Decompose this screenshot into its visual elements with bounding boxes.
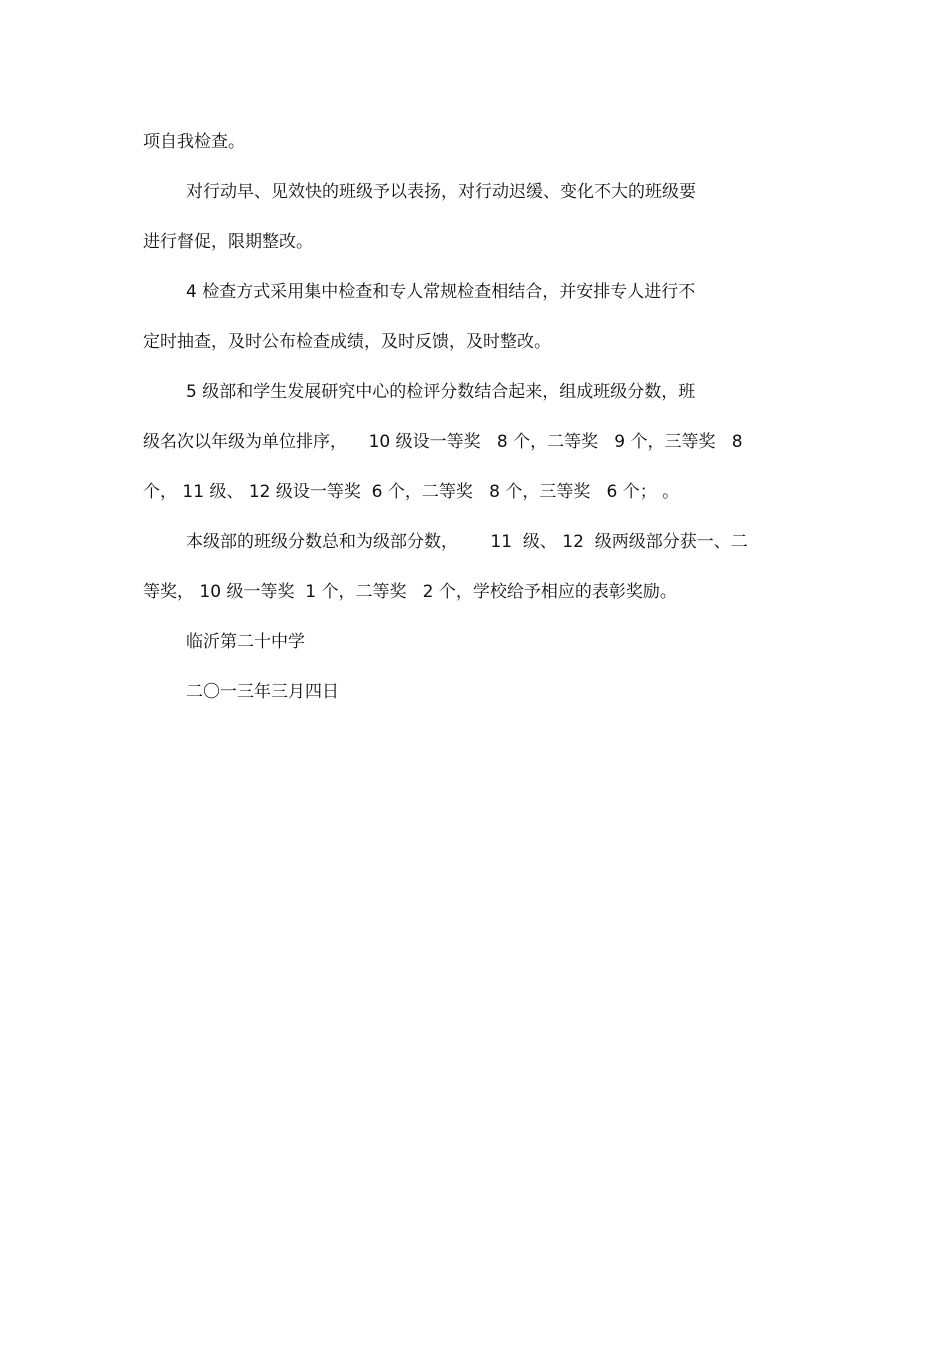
text-line-3: 进行督促，限期整改。 (143, 232, 313, 252)
text-line-5: 定时抽查，及时公布检查成绩，及时反馈，及时整改。 (143, 332, 551, 352)
text-line-2: 对行动早、见效快的班级予以表扬，对行动迟缓、变化不大的班级要 (186, 182, 696, 202)
text-line-6: 5 级部和学生发展研究中心的检评分数结合起来，组成班级分数，班 (186, 382, 696, 402)
text-line-4: 4 检查方式采用集中检查和专人常规检查相结合，并安排专人进行不 (186, 282, 696, 302)
text-line-9: 本级部的班级分数总和为级部分数， 11 级、 12 级两级部分获一、二 (186, 532, 748, 552)
text-line-1: 项自我检查。 (143, 132, 245, 152)
text-line-7: 级名次以年级为单位排序， 10 级设一等奖 8 个，二等奖 9 个，三等奖 8 (143, 432, 743, 452)
text-line-10: 等奖， 10 级一等奖 1 个，二等奖 2 个，学校给予相应的表彰奖励。 (143, 582, 677, 602)
text-line-8: 个， 11 级、 12 级设一等奖 6 个，二等奖 8 个，三等奖 6 个； 。 (143, 482, 680, 502)
signature-date: 二〇一三年三月四日 (186, 682, 339, 702)
signature-school: 临沂第二十中学 (186, 632, 305, 652)
